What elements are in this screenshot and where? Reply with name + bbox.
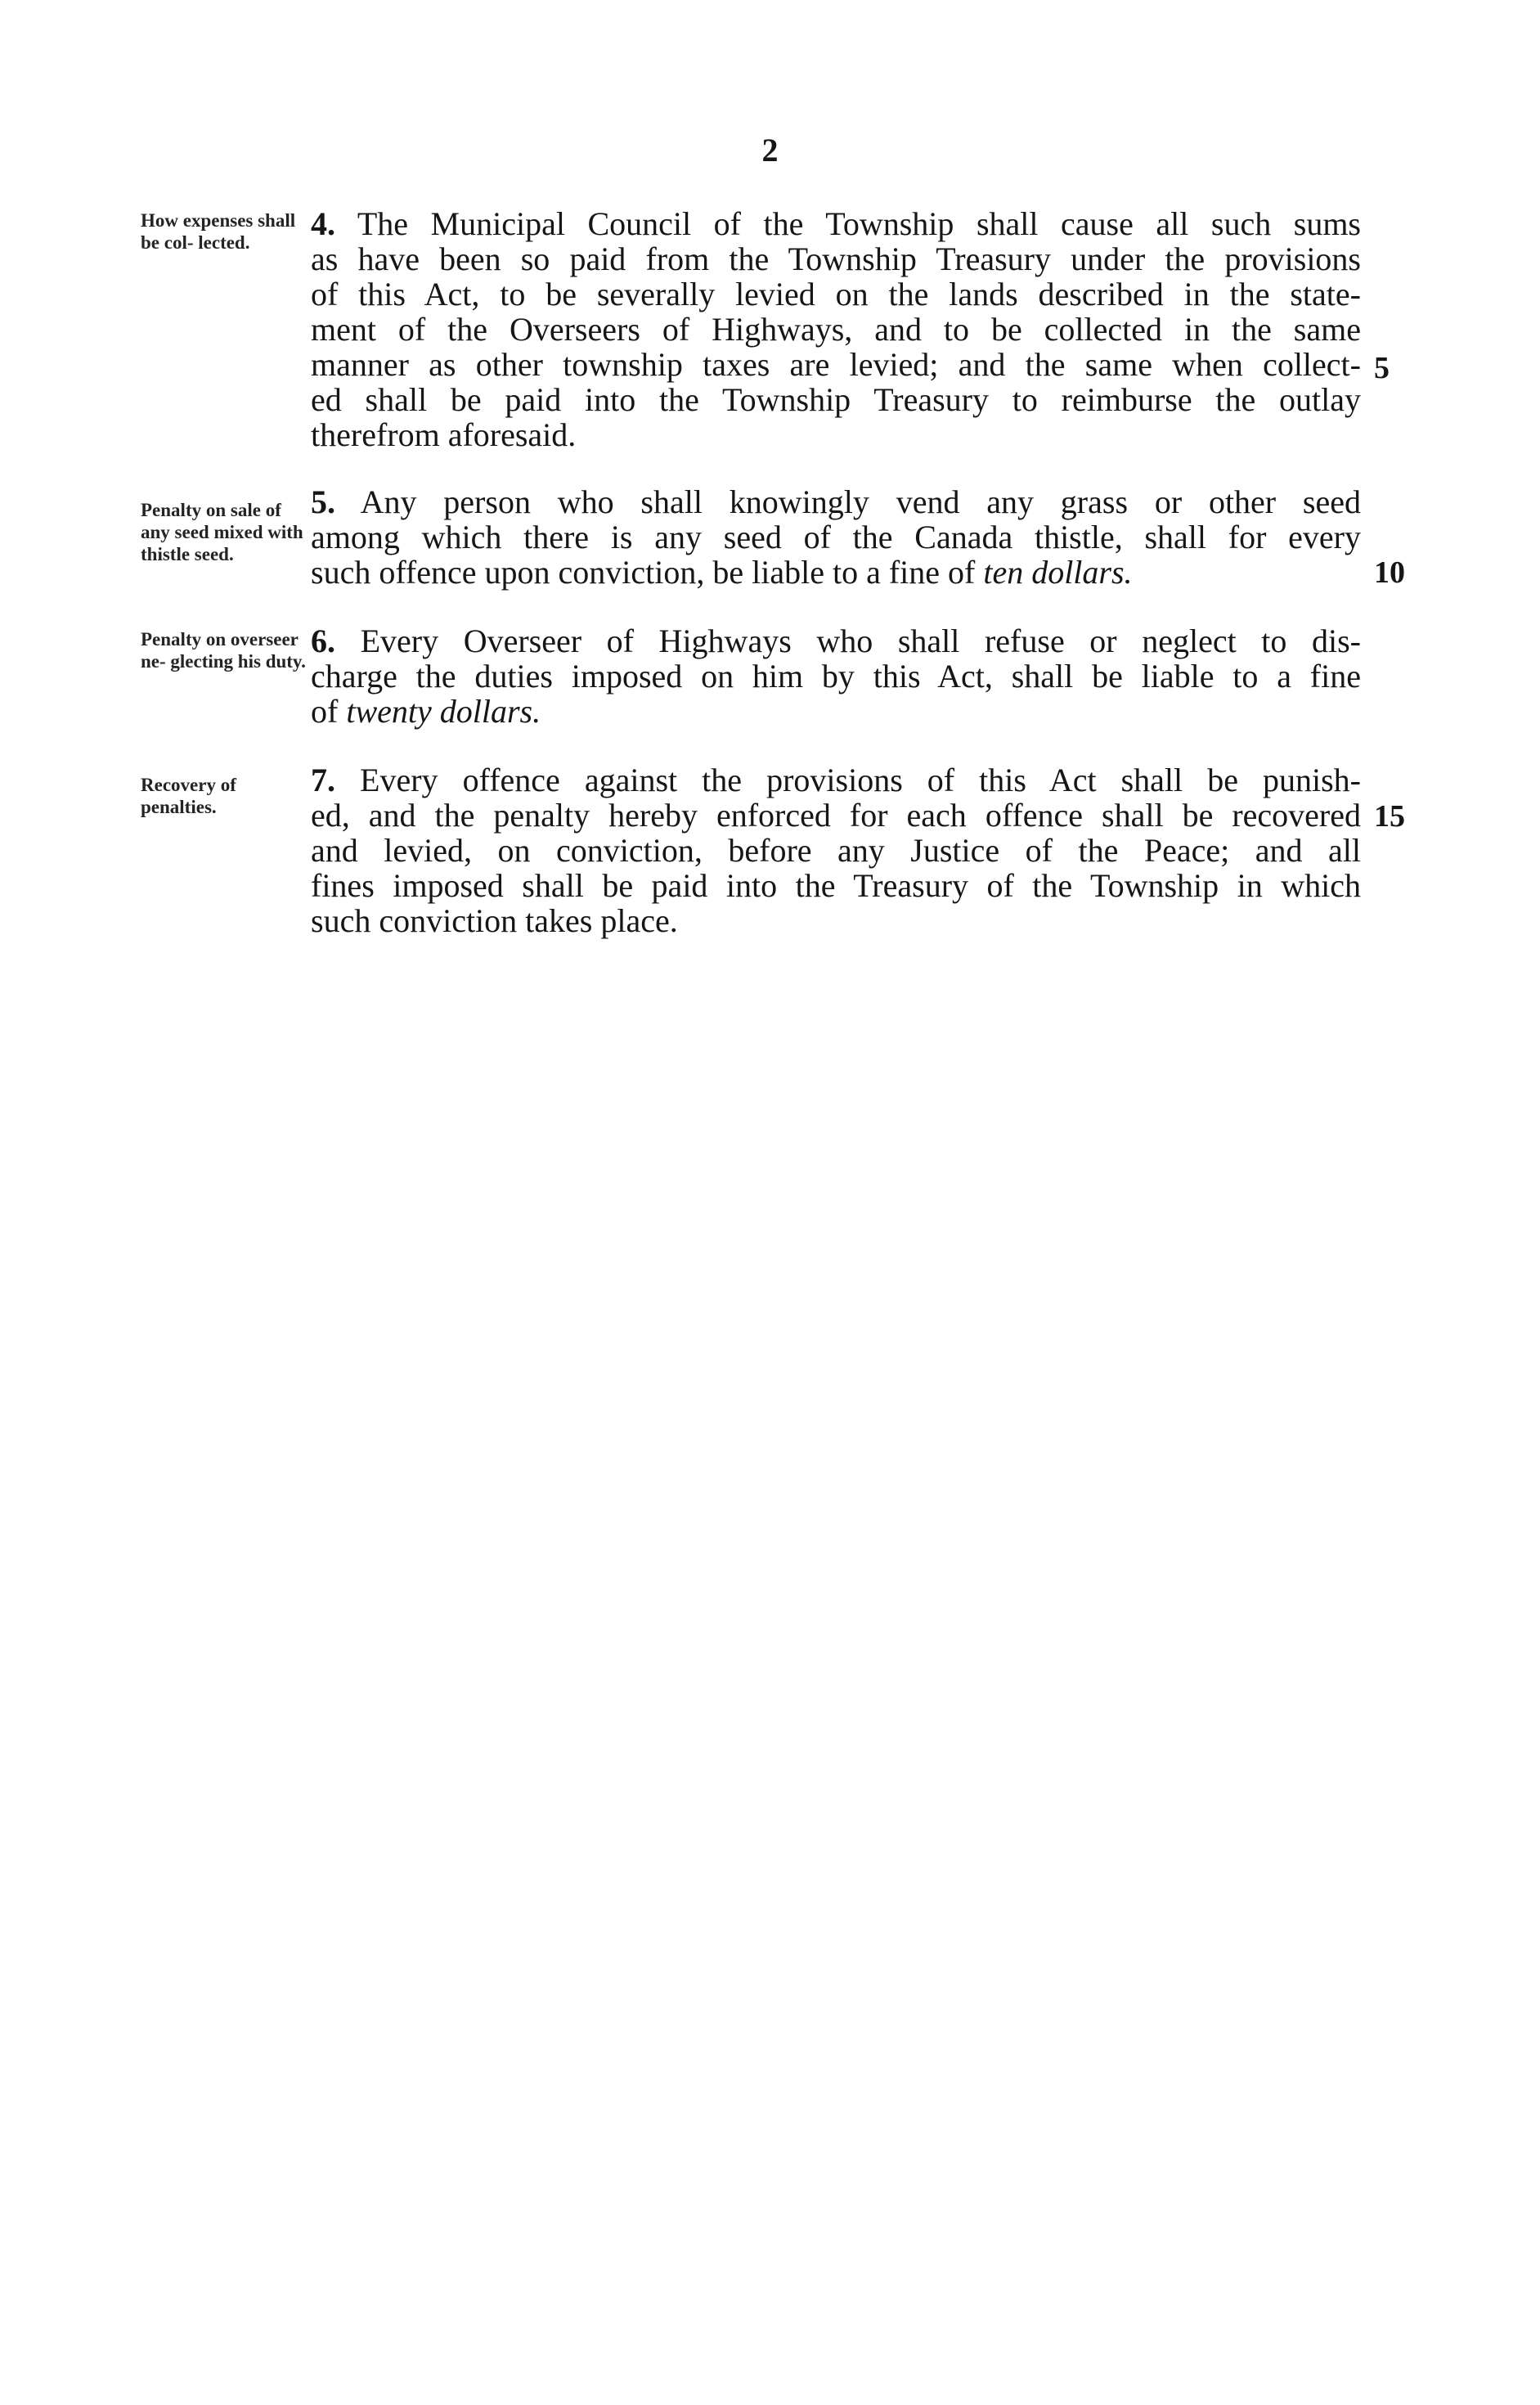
text-line: among which there is any seed of the Canada thistle, shall for every: [311, 519, 1361, 555]
text-line: and levied, on conviction, before any Justice of the Peace; and all: [311, 832, 1361, 869]
text-line: [311, 623, 1361, 659]
margin-note: How expenses shall be col- lected.: [141, 210, 296, 253]
section-number: 7.: [311, 762, 335, 798]
text-fragment: of: [311, 693, 339, 730]
text-line: ed, and the penalty hereby enforced for each offence shall be recovered: [311, 797, 1361, 834]
text-fragment: Every offence against the provisions of this Act shall be punish-: [360, 762, 1361, 798]
margin-note: Recovery of penalties.: [141, 775, 236, 817]
italic-amount: ten dollars.: [983, 554, 1133, 591]
text-fragment: Any person who shall knowingly vend any grass or other seed: [360, 483, 1362, 520]
section-text: [311, 206, 1361, 452]
section-text: [311, 623, 1361, 729]
text-line: [311, 206, 1361, 241]
line-number: 10: [1374, 555, 1405, 590]
margin-note: Penalty on sale of any seed mixed with thistle seed.: [141, 500, 303, 564]
text-fragment: The Municipal Council of the Township shall cause all such sums: [357, 205, 1361, 242]
section-number: 5.: [311, 483, 335, 520]
text-line: ed shall be paid into the Township Treasury to reimburse the outlay: [311, 381, 1361, 418]
line-number: 5: [1374, 351, 1390, 385]
italic-amount: twenty dollars.: [346, 693, 541, 730]
text-fragment: Every Overseer of Highways who shall refuse or neglect to dis-: [360, 623, 1361, 659]
text-line: [311, 694, 1361, 729]
text-line: charge the duties imposed on him by this Act, shall be liable to a fine: [311, 658, 1361, 695]
text-line: of this Act, to be severally levied on the lands described in the state-: [311, 276, 1361, 312]
text-line: as have been so paid from the Township Treasury under the provisions: [311, 240, 1361, 277]
line-number: 15: [1374, 799, 1405, 834]
section-text: [311, 484, 1361, 590]
section-text: [311, 762, 1361, 938]
text-line: therefrom aforesaid.: [311, 416, 577, 453]
text-line: fines imposed shall be paid into the Treasury of the Township in which: [311, 867, 1361, 904]
text-line: [311, 555, 1361, 590]
page-number: 2: [761, 132, 779, 169]
section-number: 6.: [311, 623, 335, 659]
text-line: [311, 762, 1361, 798]
section-number: 4.: [311, 205, 335, 242]
text-line: ment of the Overseers of Highways, and to be collected in the same: [311, 311, 1361, 348]
text-fragment: such offence upon conviction, be liable to a fine of: [311, 554, 976, 591]
margin-note: Penalty on overseer ne- glecting his duty.: [141, 629, 306, 672]
text-line: [311, 484, 1361, 519]
text-line: such conviction takes place.: [311, 902, 678, 939]
text-line: manner as other township taxes are levied; and the same when collect-: [311, 346, 1361, 383]
